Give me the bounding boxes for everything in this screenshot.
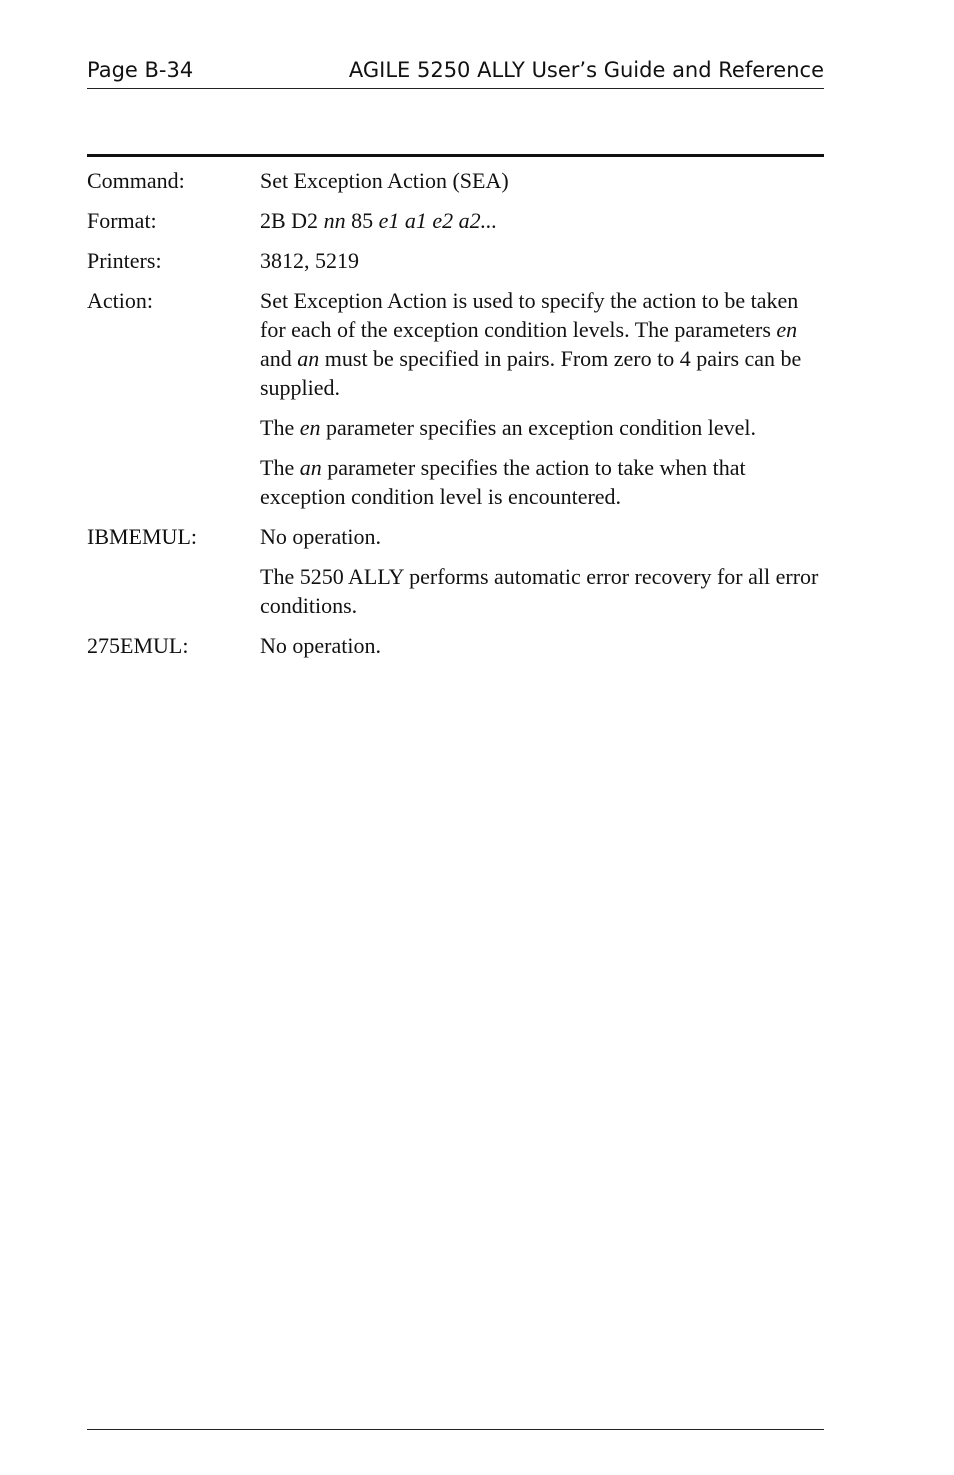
action-p1-text-1: Set Exception Action is used to specify the action to be taken for each of the exception condition levels. The parameters	[260, 288, 799, 342]
emul275-label: 275EMUL:	[87, 633, 189, 658]
printers-row	[87, 246, 824, 275]
ibmemul-paragraph-2: The 5250 ALLY performs automatic error recovery for all error conditions.	[260, 564, 819, 618]
ibmemul-label: IBMEMUL:	[87, 524, 197, 549]
action-p3-text-1: The	[260, 455, 300, 480]
emul275-value: No operation.	[260, 633, 381, 658]
action-p1-text-2: en	[776, 317, 798, 342]
action-p1-text-4: an	[297, 346, 320, 371]
action-p3-text-3: parameter specifies the action to take when that exception condition level is encountered.	[260, 455, 746, 509]
format-row	[87, 206, 824, 235]
action-p3-text-2: an	[299, 455, 322, 480]
action-row	[87, 286, 824, 511]
ibmemul-paragraph-1: No operation.	[260, 524, 381, 549]
format-text-4: e1 a1 e2 a2...	[378, 208, 498, 233]
format-value	[260, 206, 824, 235]
action-paragraph-3	[260, 453, 824, 511]
printers-value: 3812, 5219	[260, 248, 359, 273]
page-number: Page B-34	[87, 58, 194, 82]
action-paragraph-1	[260, 286, 824, 402]
action-label: Action:	[87, 288, 153, 313]
action-p2-text-3: parameter specifies an exception condition level.	[320, 415, 757, 440]
action-paragraph-2	[260, 413, 824, 442]
ibmemul-body	[260, 522, 824, 620]
format-label: Format:	[87, 208, 157, 233]
format-text-3: 85	[345, 208, 379, 233]
action-p1-text-5: must be specified in pairs. From zero to 4 pairs can be supplied.	[260, 346, 802, 400]
ibmemul-row	[87, 522, 824, 620]
format-text-1: 2B D2	[260, 208, 324, 233]
footer-rule	[87, 1429, 824, 1430]
command-value: Set Exception Action (SEA)	[260, 168, 509, 193]
action-p1-text-3: and	[260, 346, 298, 371]
section-top-rule	[87, 154, 824, 157]
command-label: Command:	[87, 168, 185, 193]
book-title: AGILE 5250 ALLY User’s Guide and Reference	[348, 58, 824, 82]
command-entry-list	[87, 166, 824, 671]
printers-label: Printers:	[87, 248, 162, 273]
page-header	[87, 58, 824, 89]
command-row	[87, 166, 824, 195]
action-body	[260, 286, 824, 511]
action-p2-text-1: The	[260, 415, 300, 440]
action-p2-text-2: en	[299, 415, 321, 440]
emul275-row	[87, 631, 824, 660]
format-text-2: nn	[323, 208, 346, 233]
